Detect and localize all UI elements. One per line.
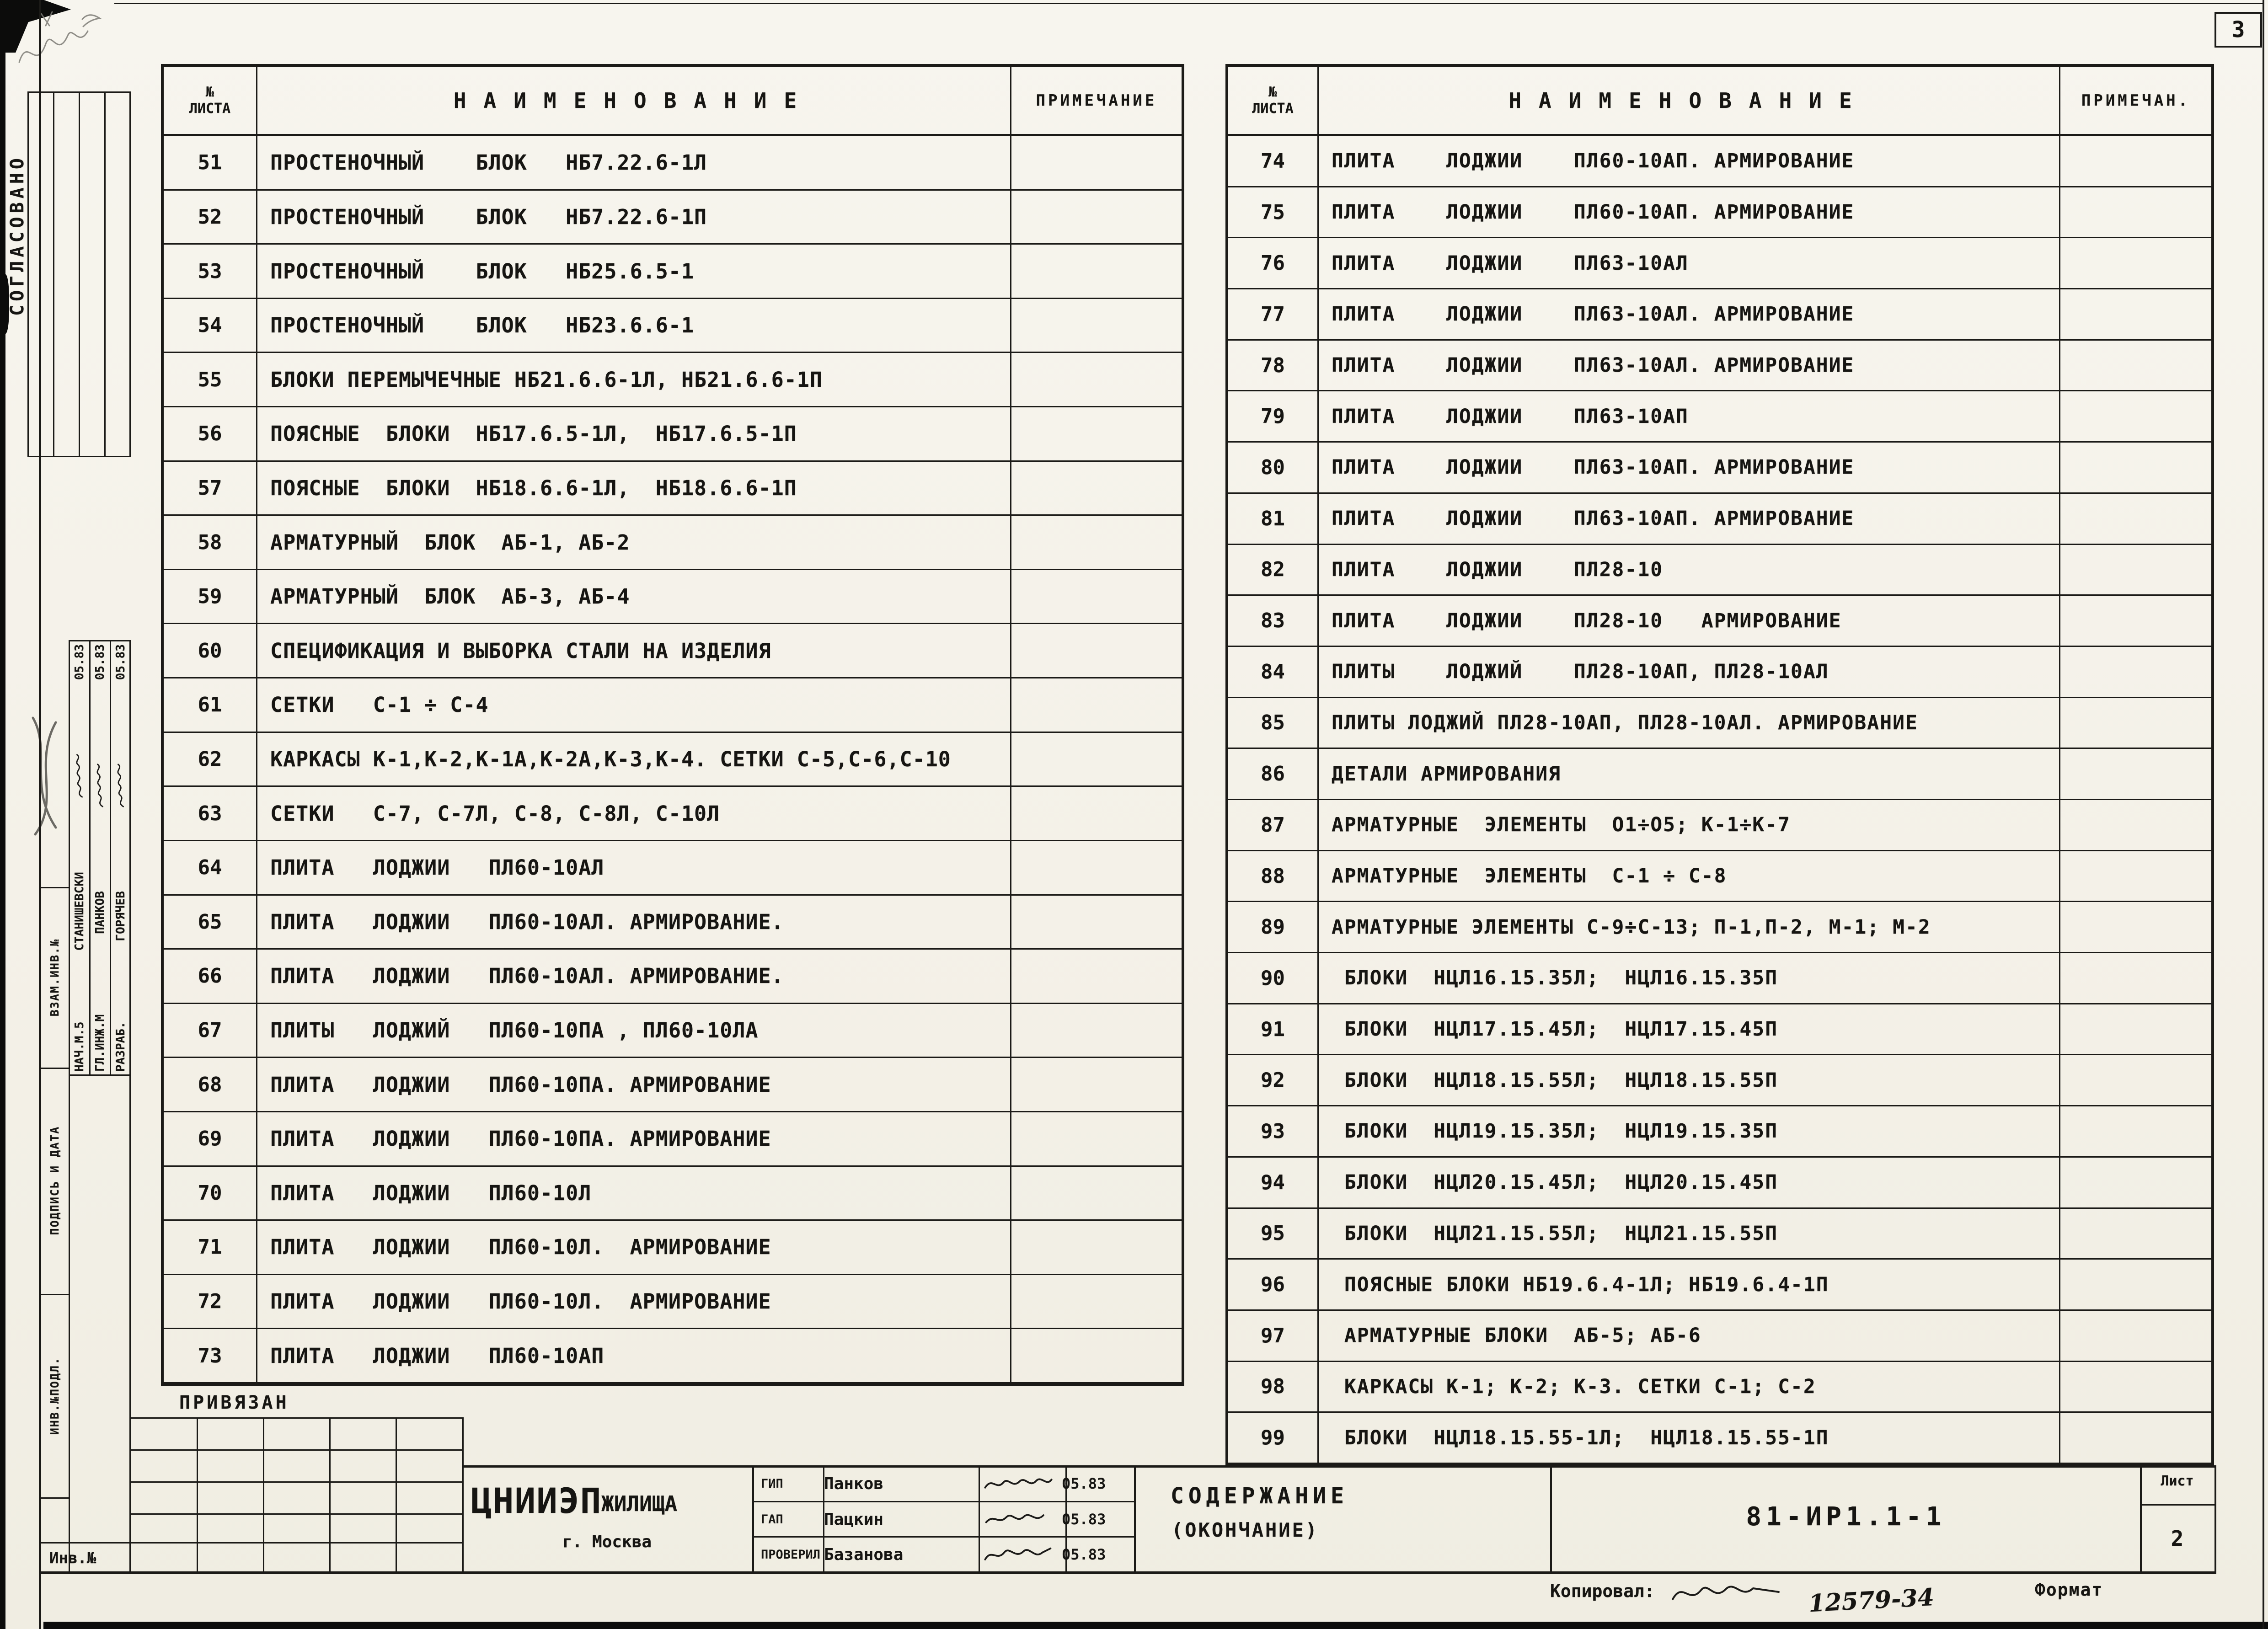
row-item-name: КАРКАСЫ К-1; К-2; К-3. СЕТКИ С-1; С-2 xyxy=(1319,1362,2060,1413)
approval-name: ПАНКОВ xyxy=(93,891,107,934)
titleblock-line xyxy=(752,1501,1134,1502)
stamp-grid-line xyxy=(104,91,106,457)
privyazan-grid-line xyxy=(329,1417,331,1571)
row-sheet-number: 72 xyxy=(164,1275,257,1330)
row-item-name: ПЛИТА ЛОДЖИИ ПЛ60-10Л. АРМИРОВАНИЕ xyxy=(257,1221,1011,1275)
row-sheet-number: 67 xyxy=(164,1004,257,1058)
margin-line xyxy=(40,887,69,888)
corner-page-number-box xyxy=(2215,12,2262,48)
margin-line xyxy=(40,1497,69,1499)
row-sheet-number: 62 xyxy=(164,733,257,787)
row-note xyxy=(2060,851,2211,903)
row-note xyxy=(1011,1167,1182,1221)
privyazan-label: ПРИВЯЗАН xyxy=(179,1392,289,1413)
row-sheet-number: 97 xyxy=(1228,1311,1319,1362)
sheet-number: 2 xyxy=(2171,1526,2184,1551)
org-city: г. Москва xyxy=(562,1533,652,1551)
row-item-name: ПЛИТЫ ЛОДЖИЙ ПЛ60-10ПА , ПЛ60-10ЛА xyxy=(257,1004,1011,1058)
row-item-name: АРМАТУРНЫЕ БЛОКИ АБ-5; АБ-6 xyxy=(1319,1311,2060,1362)
row-note xyxy=(1011,191,1182,245)
sign-role: ГАП xyxy=(761,1512,783,1527)
approval-role: РАЗРАБ. xyxy=(114,1021,128,1072)
row-note xyxy=(1011,462,1182,516)
row-item-name: ПЛИТА ЛОДЖИИ ПЛ63-10АЛ. АРМИРОВАНИЕ xyxy=(1319,341,2060,392)
row-sheet-number: 58 xyxy=(164,516,257,570)
row-sheet-number: 64 xyxy=(164,841,257,896)
row-sheet-number: 85 xyxy=(1228,698,1319,749)
row-note xyxy=(2060,1413,2211,1464)
agreed-stamp-label: СОГЛАСОВАНО xyxy=(7,155,28,316)
row-item-name: ПЛИТА ЛОДЖИИ ПЛ28-10 xyxy=(1319,545,2060,596)
stamp-grid-line xyxy=(53,91,54,457)
stamp-grid-line xyxy=(79,91,80,457)
signature-icon xyxy=(982,1474,1055,1494)
row-item-name: ПЛИТА ЛОДЖИИ ПЛ60-10АП xyxy=(257,1329,1011,1383)
row-note xyxy=(1011,1058,1182,1112)
row-note xyxy=(2060,545,2211,596)
titleblock-line xyxy=(752,1536,1134,1538)
privyazan-grid-line xyxy=(263,1417,264,1571)
row-note xyxy=(2060,749,2211,800)
contents-table-left xyxy=(161,64,1184,1386)
row-item-name: ПОЯСНЫЕ БЛОКИ НБ18.6.6-1Л, НБ18.6.6-1П xyxy=(257,462,1011,516)
sign-date: 05.83 xyxy=(1062,1475,1106,1492)
row-item-name: ПОЯСНЫЕ БЛОКИ НБ19.6.4-1Л; НБ19.6.4-1П xyxy=(1319,1260,2060,1311)
privyazan-grid-line xyxy=(462,1417,464,1571)
titleblock-sign-row xyxy=(755,1468,1133,1500)
row-item-name: БЛОКИ ПЕРЕМЫЧЕЧНЫЕ НБ21.6.6-1Л, НБ21.6.6-1П xyxy=(257,353,1011,407)
pencil-mark-icon xyxy=(24,713,70,841)
signature-icon xyxy=(73,751,86,801)
order-number: 12579-34 xyxy=(1808,1583,1935,1618)
row-item-name: КАРКАСЫ К-1,К-2,К-1А,К-2А,К-3,К-4. СЕТКИ С-5,С-6,С-10 xyxy=(257,733,1011,787)
row-sheet-number: 78 xyxy=(1228,341,1319,392)
row-sheet-number: 74 xyxy=(1228,136,1319,187)
scan-edge-bottom xyxy=(43,1622,2268,1629)
approval-name: ГОРЯЧЕВ xyxy=(114,891,128,941)
row-note xyxy=(2060,800,2211,851)
row-note xyxy=(2060,1158,2211,1209)
row-note xyxy=(1011,1004,1182,1058)
approval-role: ГЛ.ИНЖ.М xyxy=(93,1014,107,1072)
row-note xyxy=(2060,187,2211,239)
sign-name: Пацкин xyxy=(824,1510,884,1529)
row-sheet-number: 59 xyxy=(164,570,257,625)
frame-line-top xyxy=(114,3,2263,4)
margin-line xyxy=(40,1068,69,1069)
row-sheet-number: 77 xyxy=(1228,289,1319,341)
margin-line xyxy=(69,1074,131,1076)
row-note xyxy=(1011,407,1182,462)
sign-name: Базанова xyxy=(824,1545,904,1564)
row-note xyxy=(1011,516,1182,570)
approval-date: 05.83 xyxy=(93,644,107,680)
row-item-name: ПЛИТЫ ЛОДЖИЙ ПЛ28-10АП, ПЛ28-10АЛ xyxy=(1319,647,2060,698)
row-sheet-number: 54 xyxy=(164,299,257,353)
row-item-name: ПЛИТА ЛОДЖИИ ПЛ63-10АП. АРМИРОВАНИЕ xyxy=(1319,443,2060,494)
margin-label-inv: Инв.№ xyxy=(49,1549,96,1567)
row-note xyxy=(2060,238,2211,289)
row-item-name: ПЛИТА ЛОДЖИИ ПЛ60-10ПА. АРМИРОВАНИЕ xyxy=(257,1112,1011,1167)
row-sheet-number: 73 xyxy=(164,1329,257,1383)
titleblock-sign-row xyxy=(755,1503,1133,1535)
row-note xyxy=(2060,1209,2211,1260)
row-sheet-number: 88 xyxy=(1228,851,1319,903)
row-sheet-number: 89 xyxy=(1228,902,1319,953)
row-sheet-number: 76 xyxy=(1228,238,1319,289)
row-note xyxy=(1011,733,1182,787)
contents-table-right xyxy=(1225,64,2214,1467)
row-item-name: ПЛИТА ЛОДЖИИ ПЛ60-10АЛ xyxy=(257,841,1011,896)
row-note xyxy=(2060,341,2211,392)
row-note xyxy=(2060,647,2211,698)
approval-line-glinzh xyxy=(91,644,109,1072)
row-note xyxy=(2060,698,2211,749)
row-note xyxy=(1011,570,1182,625)
row-sheet-number: 90 xyxy=(1228,953,1319,1004)
titleblock-line xyxy=(2215,1465,2216,1571)
titleblock-line xyxy=(1134,1465,1136,1571)
row-item-name: ПЛИТА ЛОДЖИИ ПЛ63-10АЛ. АРМИРОВАНИЕ xyxy=(1319,289,2060,341)
row-item-name: БЛОКИ НЦЛ17.15.45Л; НЦЛ17.15.45П xyxy=(1319,1004,2060,1056)
row-sheet-number: 82 xyxy=(1228,545,1319,596)
row-sheet-number: 63 xyxy=(164,787,257,841)
margin-line xyxy=(89,640,91,1076)
row-sheet-number: 91 xyxy=(1228,1004,1319,1056)
privyazan-grid-line xyxy=(396,1417,397,1571)
titleblock-line xyxy=(752,1465,754,1571)
header-no-word: ЛИСТА xyxy=(189,100,231,117)
row-item-name: ДЕТАЛИ АРМИРОВАНИЯ xyxy=(1319,749,2060,800)
row-note xyxy=(2060,1362,2211,1413)
row-sheet-number: 51 xyxy=(164,136,257,191)
row-item-name: АРМАТУРНЫЕ ЭЛЕМЕНТЫ О1÷О5; К-1÷К-7 xyxy=(1319,800,2060,851)
titleblock-line xyxy=(462,1465,2216,1468)
row-item-name: ПРОСТЕНОЧНЫЙ БЛОК НБ7.22.6-1Л xyxy=(257,136,1011,191)
row-note xyxy=(2060,1260,2211,1311)
approval-date: 05.83 xyxy=(114,644,128,680)
row-sheet-number: 53 xyxy=(164,245,257,299)
row-item-name: СЕТКИ С-7, С-7Л, С-8, С-8Л, С-10Л xyxy=(257,787,1011,841)
row-sheet-number: 80 xyxy=(1228,443,1319,494)
margin-line xyxy=(69,640,70,1571)
row-note xyxy=(2060,1106,2211,1158)
row-note xyxy=(1011,624,1182,678)
row-item-name: ПЛИТА ЛОДЖИИ ПЛ60-10АП. АРМИРОВАНИЕ xyxy=(1319,136,2060,187)
row-sheet-number: 96 xyxy=(1228,1260,1319,1311)
row-item-name: ПЛИТА ЛОДЖИИ ПЛ60-10ПА. АРМИРОВАНИЕ xyxy=(257,1058,1011,1112)
signature-icon xyxy=(114,760,127,811)
sign-role: ПРОВЕРИЛ xyxy=(761,1547,821,1562)
row-note xyxy=(1011,896,1182,950)
row-item-name: ПОЯСНЫЕ БЛОКИ НБ17.6.5-1Л, НБ17.6.5-1П xyxy=(257,407,1011,462)
row-sheet-number: 95 xyxy=(1228,1209,1319,1260)
row-sheet-number: 68 xyxy=(164,1058,257,1112)
header-no-sign: № xyxy=(1268,84,1277,100)
privyazan-grid-line xyxy=(129,1481,463,1483)
privyazan-grid-line xyxy=(129,1449,463,1451)
header-no-sign: № xyxy=(205,84,214,100)
row-item-name: БЛОКИ НЦЛ18.15.55Л; НЦЛ18.15.55П xyxy=(1319,1055,2060,1106)
column-header-sheet-no xyxy=(1228,67,1319,136)
sheet-label: Лист xyxy=(2161,1473,2194,1489)
row-sheet-number: 79 xyxy=(1228,391,1319,443)
row-note xyxy=(1011,299,1182,353)
row-sheet-number: 57 xyxy=(164,462,257,516)
column-header-name: НАИМЕНОВАНИЕ xyxy=(257,67,1011,136)
sign-date: 05.83 xyxy=(1062,1546,1106,1563)
row-note xyxy=(2060,443,2211,494)
row-item-name: ПРОСТЕНОЧНЫЙ БЛОК НБ7.22.6-1П xyxy=(257,191,1011,245)
signature-icon xyxy=(982,1509,1055,1529)
row-item-name: АРМАТУРНЫЕ ЭЛЕМЕНТЫ С-1 ÷ С-8 xyxy=(1319,851,2060,903)
row-note xyxy=(2060,136,2211,187)
org-name: ЦНИИЭП xyxy=(471,1480,602,1521)
stamp-grid-line xyxy=(27,456,131,457)
row-sheet-number: 70 xyxy=(164,1167,257,1221)
scan-edge-left xyxy=(0,0,5,1629)
margin-line xyxy=(69,640,131,641)
row-note xyxy=(1011,1221,1182,1275)
margin-line xyxy=(39,1542,463,1544)
row-item-name: БЛОКИ НЦЛ19.15.35Л; НЦЛ19.15.35П xyxy=(1319,1106,2060,1158)
approval-date: 05.83 xyxy=(73,644,86,680)
row-sheet-number: 66 xyxy=(164,950,257,1004)
approval-role: НАЧ.М.5 xyxy=(73,1021,86,1072)
format-label: Формат xyxy=(2035,1580,2103,1600)
row-sheet-number: 83 xyxy=(1228,596,1319,647)
sign-name: Панков xyxy=(824,1474,884,1493)
row-note xyxy=(2060,596,2211,647)
column-header-note: ПРИМЕЧАНИЕ xyxy=(1011,67,1182,136)
row-item-name: ПЛИТА ЛОДЖИИ ПЛ60-10АЛ. АРМИРОВАНИЕ. xyxy=(257,896,1011,950)
row-item-name: АРМАТУРНЫЕ ЭЛЕМЕНТЫ С-9÷С-13; П-1,П-2, М-1; М-2 xyxy=(1319,902,2060,953)
row-item-name: ПЛИТА ЛОДЖИИ ПЛ60-10Л xyxy=(257,1167,1011,1221)
row-note xyxy=(1011,245,1182,299)
row-item-name: ПЛИТА ЛОДЖИИ ПЛ63-10АП. АРМИРОВАНИЕ xyxy=(1319,494,2060,545)
row-note xyxy=(2060,391,2211,443)
frame-line-left xyxy=(39,0,41,1629)
row-item-name: БЛОКИ НЦЛ21.15.55Л; НЦЛ21.15.55П xyxy=(1319,1209,2060,1260)
row-item-name: СЕТКИ С-1 ÷ С-4 xyxy=(257,678,1011,733)
row-sheet-number: 99 xyxy=(1228,1413,1319,1464)
margin-line xyxy=(110,640,111,1076)
column-header-sheet-no xyxy=(164,67,257,136)
row-note xyxy=(1011,950,1182,1004)
row-item-name: ПЛИТА ЛОДЖИИ ПЛ28-10 АРМИРОВАНИЕ xyxy=(1319,596,2060,647)
sign-date: 05.83 xyxy=(1062,1511,1106,1528)
row-item-name: ПЛИТА ЛОДЖИИ ПЛ60-10АЛ. АРМИРОВАНИЕ. xyxy=(257,950,1011,1004)
row-sheet-number: 56 xyxy=(164,407,257,462)
frame-line-right xyxy=(2263,0,2264,1629)
row-sheet-number: 52 xyxy=(164,191,257,245)
approval-name: СТАНИШЕВСКИ xyxy=(73,872,86,951)
row-sheet-number: 92 xyxy=(1228,1055,1319,1106)
sign-role: ГИП xyxy=(761,1476,783,1491)
margin-label-vzam-inv: ВЗАМ.ИНВ.№ xyxy=(48,938,61,1017)
row-note xyxy=(1011,353,1182,407)
doc-title-line2: (ОКОНЧАНИЕ) xyxy=(1171,1519,1319,1541)
row-item-name: ПРОСТЕНОЧНЫЙ БЛОК НБ23.6.6-1 xyxy=(257,299,1011,353)
row-note xyxy=(1011,678,1182,733)
row-item-name: БЛОКИ НЦЛ16.15.35Л; НЦЛ16.15.35П xyxy=(1319,953,2060,1004)
row-item-name: АРМАТУРНЫЙ БЛОК АБ-3, АБ-4 xyxy=(257,570,1011,625)
privyazan-grid-line xyxy=(129,1417,463,1419)
org-name-sub: ЖИЛИЩА xyxy=(601,1491,678,1516)
row-note xyxy=(2060,1055,2211,1106)
signature-icon xyxy=(982,1544,1055,1565)
row-note xyxy=(2060,902,2211,953)
row-sheet-number: 94 xyxy=(1228,1158,1319,1209)
row-item-name: АРМАТУРНЫЙ БЛОК АБ-1, АБ-2 xyxy=(257,516,1011,570)
pencil-scribble-icon xyxy=(14,4,133,72)
row-note xyxy=(2060,953,2211,1004)
row-item-name: ПРОСТЕНОЧНЫЙ БЛОК НБ25.6.5-1 xyxy=(257,245,1011,299)
approval-line-razrab xyxy=(112,644,130,1072)
row-note xyxy=(2060,494,2211,545)
stamp-grid-line xyxy=(27,91,131,93)
row-item-name: БЛОКИ НЦЛ18.15.55-1Л; НЦЛ18.15.55-1П xyxy=(1319,1413,2060,1464)
titleblock-line xyxy=(2140,1504,2216,1506)
privyazan-grid-line xyxy=(197,1417,198,1571)
header-no-word: ЛИСТА xyxy=(1252,100,1294,117)
row-note xyxy=(1011,1275,1182,1330)
signature-icon xyxy=(94,760,107,811)
titleblock-sign-row xyxy=(755,1538,1133,1570)
row-sheet-number: 93 xyxy=(1228,1106,1319,1158)
row-sheet-number: 84 xyxy=(1228,647,1319,698)
column-header-note: ПРИМЕЧАН. xyxy=(2060,67,2211,136)
row-note xyxy=(1011,787,1182,841)
margin-label-inv-podl: ИНВ.№ПОДЛ. xyxy=(48,1357,61,1435)
privyazan-grid-line xyxy=(129,1513,463,1515)
row-item-name: ПЛИТА ЛОДЖИИ ПЛ60-10Л. АРМИРОВАНИЕ xyxy=(257,1275,1011,1330)
row-sheet-number: 98 xyxy=(1228,1362,1319,1413)
row-item-name: ПЛИТА ЛОДЖИИ ПЛ63-10АЛ xyxy=(1319,238,2060,289)
row-item-name: БЛОКИ НЦЛ20.15.45Л; НЦЛ20.15.45П xyxy=(1319,1158,2060,1209)
row-item-name: ПЛИТА ЛОДЖИИ ПЛ60-10АП. АРМИРОВАНИЕ xyxy=(1319,187,2060,239)
corner-page-number: 3 xyxy=(2231,17,2245,43)
row-note xyxy=(2060,1004,2211,1056)
row-sheet-number: 87 xyxy=(1228,800,1319,851)
row-sheet-number: 55 xyxy=(164,353,257,407)
row-note xyxy=(1011,1329,1182,1383)
row-sheet-number: 61 xyxy=(164,678,257,733)
row-sheet-number: 71 xyxy=(164,1221,257,1275)
kopiroval-label: Копировал: xyxy=(1550,1581,1655,1601)
row-sheet-number: 69 xyxy=(164,1112,257,1167)
row-sheet-number: 81 xyxy=(1228,494,1319,545)
signature-icon xyxy=(1669,1576,1783,1608)
row-note xyxy=(1011,841,1182,896)
stamp-grid-line xyxy=(129,91,131,457)
frame-line-bottom xyxy=(39,1571,2216,1574)
row-sheet-number: 75 xyxy=(1228,187,1319,239)
row-item-name: ПЛИТА ЛОДЖИИ ПЛ63-10АП xyxy=(1319,391,2060,443)
row-sheet-number: 65 xyxy=(164,896,257,950)
row-sheet-number: 60 xyxy=(164,624,257,678)
row-item-name: ПЛИТЫ ЛОДЖИЙ ПЛ28-10АП, ПЛ28-10АЛ. АРМИРОВАНИЕ xyxy=(1319,698,2060,749)
row-sheet-number: 86 xyxy=(1228,749,1319,800)
row-item-name: СПЕЦИФИКАЦИЯ И ВЫБОРКА СТАЛИ НА ИЗДЕЛИЯ xyxy=(257,624,1011,678)
row-note xyxy=(1011,136,1182,191)
margin-label-podpis-data: ПОДПИСЬ И ДАТА xyxy=(48,1126,61,1235)
doc-number: 81-ИР1.1-1 xyxy=(1746,1502,1946,1532)
approval-line-nach xyxy=(70,644,89,1072)
column-header-name: НАИМЕНОВАНИЕ xyxy=(1319,67,2060,136)
row-note xyxy=(2060,289,2211,341)
row-note xyxy=(1011,1112,1182,1167)
margin-line xyxy=(40,1294,69,1295)
row-note xyxy=(2060,1311,2211,1362)
doc-title-line1: СОДЕРЖАНИЕ xyxy=(1171,1483,1348,1509)
